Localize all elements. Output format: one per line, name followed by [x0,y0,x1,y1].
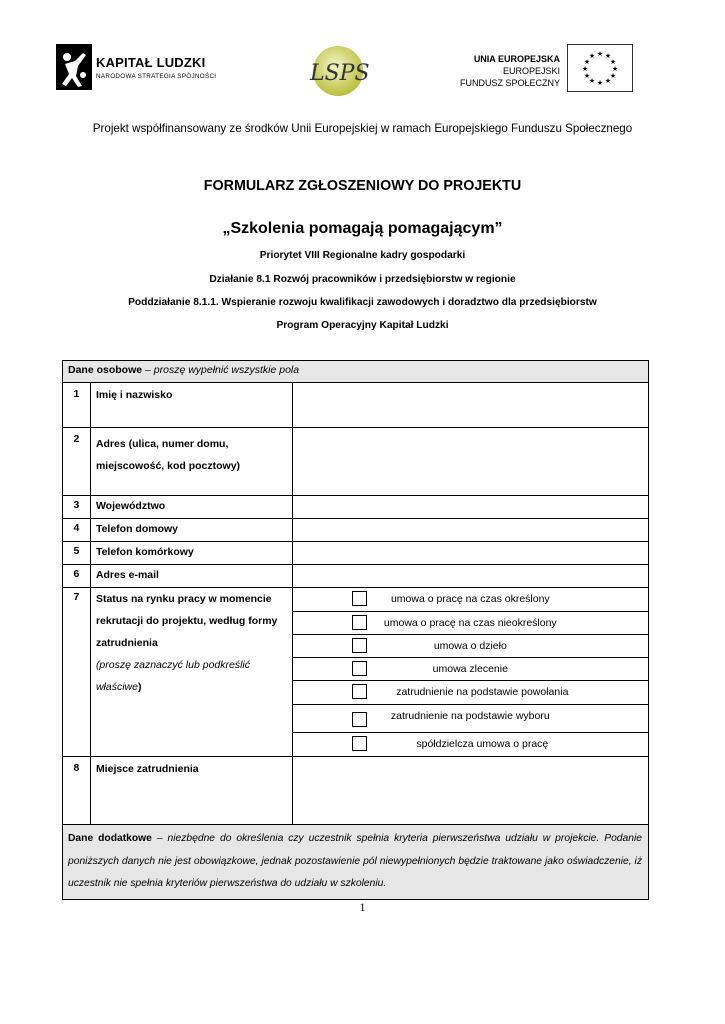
option-label: umowa zlecenie [432,663,508,675]
submeasure-line: Poddziałanie 8.1.1. Wspieranie rozwoju kwalifikacji zawodowych i doradztwo dla przedsiębiorstw [128,297,597,308]
row-number: 3 [63,496,91,519]
home-phone-field[interactable] [292,519,648,542]
personal-data-header [63,361,649,383]
svg-text:★: ★ [604,77,612,85]
name-field[interactable] [292,383,648,428]
table-row-employment-status [63,588,649,757]
additional-data-header [63,825,649,900]
svg-text:★: ★ [596,50,604,58]
option-label: umowa o pracę na czas nieokreślony [383,617,557,629]
row-number: 2 [63,428,91,496]
eu-flag [567,44,633,92]
status-note-paren: ) [137,681,142,693]
voivodeship-field[interactable] [292,496,648,519]
row-number: 6 [63,565,91,588]
row-label-home-phone: Telefon domowy [90,519,292,542]
row-label-voivodeship: Województwo [90,496,292,519]
address-label-line1: Adres (ulica, numer domu, [95,438,229,450]
option-label: spółdzielcza umowa o pracę [416,738,549,750]
status-label-line3: zatrudnienia [95,637,158,649]
cofinancing-note: Projekt współfinansowany ze środków Unii Europejskiej w ramach Europejskiego Funduszu Społecznego [92,122,633,135]
option-label: zatrudnienie na podstawie powołania [396,686,569,698]
address-label-line2: miejscowość, kod pocztowy) [95,460,241,472]
mobile-phone-field[interactable] [292,542,648,565]
measure-line: Działanie 8.1 Rozwój pracowników i przedsiębiorstw w regionie [209,274,516,285]
table-row [63,428,649,496]
row-number: 8 [63,757,91,825]
employment-option[interactable] [293,588,648,612]
svg-text:★: ★ [611,65,619,73]
workplace-field[interactable] [292,757,648,825]
ue-fund-line1: EUROPEJSKI [502,66,560,76]
row-number: 1 [63,383,91,428]
status-note-line2: właściwe [95,681,138,693]
table-row [63,383,649,428]
project-name: „Szkolenia pomagają pomagającym” [222,220,503,237]
kapital-ludzki-title: KAPITAŁ LUDZKI [96,55,206,70]
employment-option[interactable] [293,612,648,635]
svg-text:★: ★ [581,65,589,73]
ue-fund-line2: FUNDUSZ SPOŁECZNY [459,78,560,88]
row-number: 7 [63,588,91,757]
option-label: umowa o pracę na czas określony [390,593,550,605]
option-checkbox[interactable] [352,591,367,606]
option-label: umowa o dzieło [433,640,507,652]
row-label-mobile-phone: Telefon komórkowy [90,542,292,565]
lsps-logo [306,44,382,98]
employment-option[interactable] [293,733,648,756]
additional-data-header-note: – niezbędne do określenia czy uczestnik spełnia kryteria pierwszeństwa udziału w projekcie. Podanie poniższych danych nie jest obowiązkowe, jednak pozostawienie pól niewypełnionych będzie traktowane jako oświadczenie, iż uczestnik nie spełnia kryteriów pierwszeństwa do udziału w szkoleniu. [68,833,642,889]
additional-data-header-bold: Dane dodatkowe [68,833,152,844]
svg-text:★: ★ [583,72,591,80]
row-number: 5 [63,542,91,565]
row-label-employment-status [90,588,292,757]
employment-option[interactable] [293,658,648,681]
option-checkbox[interactable] [352,736,367,751]
status-label-line2: rekrutacji do projektu, według formy [95,615,278,627]
personal-data-header-bold: Dane osobowe [68,364,143,376]
ue-title: UNIA EUROPEJSKA [473,54,560,64]
employment-option[interactable] [293,681,648,705]
row-number: 4 [63,519,91,542]
option-label: zatrudnienie na podstawie wyboru [390,710,550,722]
table-row [63,519,649,542]
svg-text:★: ★ [588,52,596,60]
row-label-workplace: Miejsce zatrudnienia [90,757,292,825]
registration-form-table [62,360,649,900]
table-row [63,565,649,588]
lsps-text: LSPS [310,61,370,86]
address-field[interactable] [292,428,648,496]
kapital-ludzki-subtitle: NARODOWA STRATEGIA SPÓJNOŚCI [96,73,217,80]
table-row [63,757,649,825]
programme-line: Program Operacyjny Kapitał Ludzki [276,320,449,331]
svg-text:★: ★ [588,77,596,85]
svg-text:★: ★ [583,58,591,66]
page-number: 1 [359,900,366,914]
form-title: FORMULARZ ZGŁOSZENIOWY DO PROJEKTU [203,178,522,194]
table-row [63,542,649,565]
option-checkbox[interactable] [352,712,367,727]
table-row [63,496,649,519]
employment-option[interactable] [293,635,648,658]
kapital-ludzki-mark-icon [56,44,92,90]
email-field[interactable] [292,565,648,588]
ue-text-block [452,53,560,89]
svg-text:★: ★ [609,58,617,66]
kapital-ludzki-logo [56,44,217,94]
personal-data-header-note: – proszę wypełnić wszystkie pola [142,364,300,376]
row-label-address [90,428,292,496]
employment-options-cell [292,588,648,757]
svg-text:★: ★ [596,79,604,87]
row-label-name: Imię i nazwisko [90,383,292,428]
option-checkbox[interactable] [352,661,367,676]
option-checkbox[interactable] [352,615,367,630]
option-checkbox[interactable] [352,638,367,653]
row-label-email: Adres e-mail [90,565,292,588]
svg-text:★: ★ [609,72,617,80]
svg-text:★: ★ [604,52,612,60]
status-note-line1: (proszę zaznaczyć lub podkreślić [95,659,251,671]
eu-stars-icon [568,45,632,91]
employment-option[interactable] [293,705,648,733]
priority-line: Priorytet VIII Regionalne kadry gospodarki [259,250,466,261]
status-label-line1: Status na rynku pracy w momencie [95,593,272,605]
option-checkbox[interactable] [352,684,367,699]
